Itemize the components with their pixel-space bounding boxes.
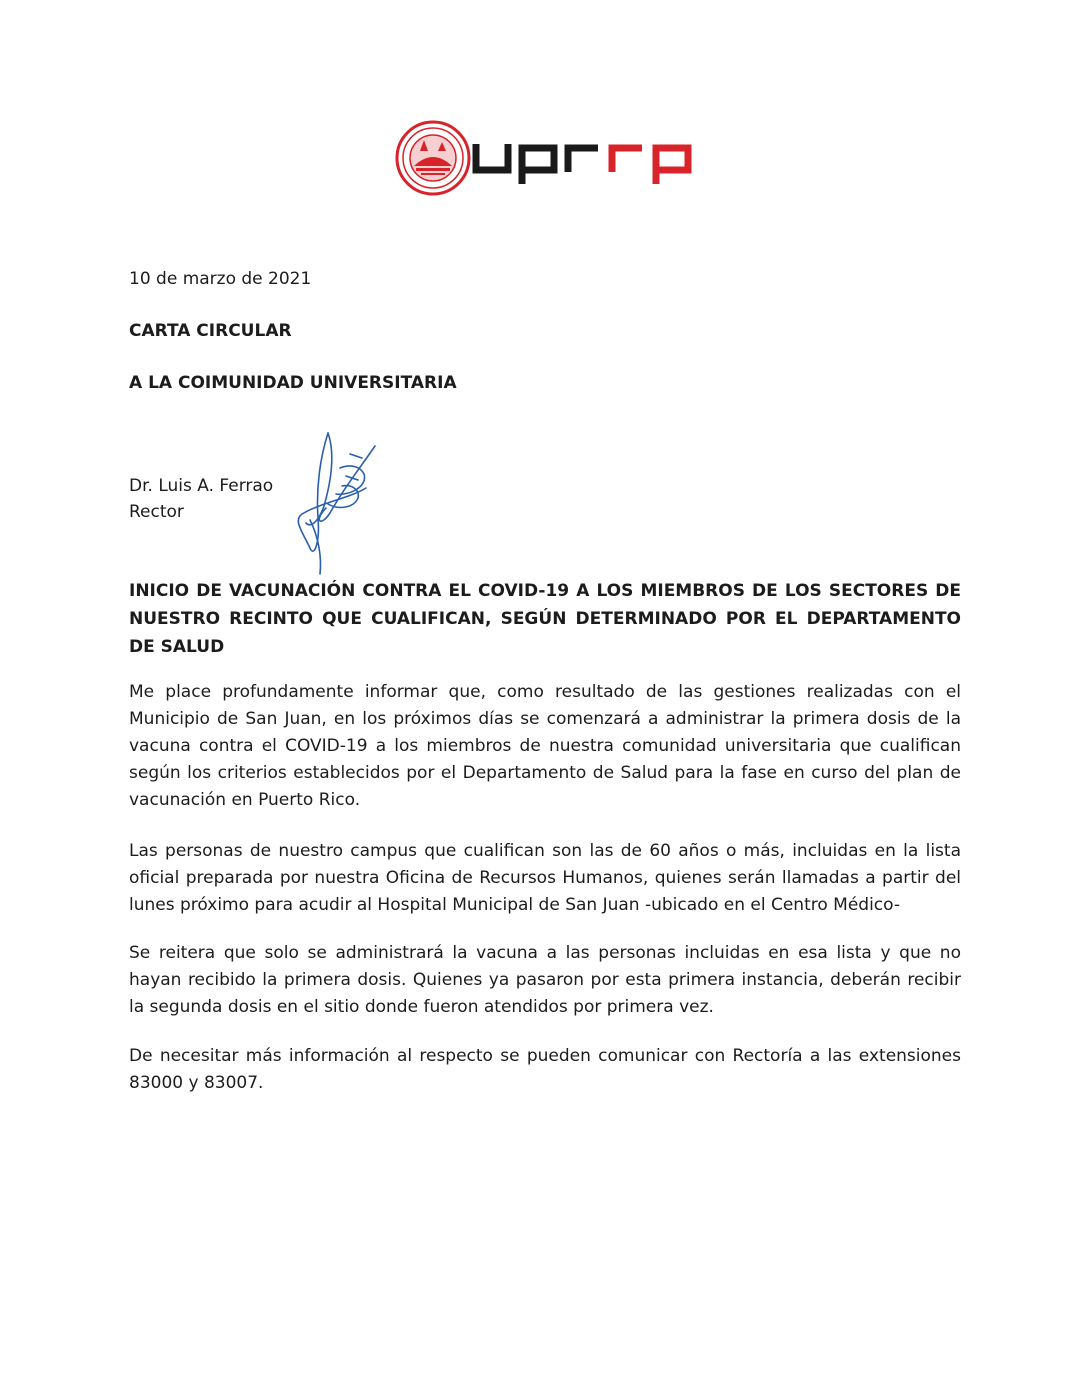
- university-seal-icon: [397, 122, 469, 194]
- body-paragraph-3: Se reitera que solo se administrará la vacuna a las personas incluidas en esa lista y que no hayan recibido la primera dosis. Quienes ya pasaron por esta primera instancia, deberán recibir la segunda dosis en el sitio donde fueron atendidos por primera vez.: [129, 943, 961, 1017]
- document-type: CARTA CIRCULAR: [129, 321, 292, 341]
- uprrp-logo: [394, 118, 704, 198]
- author-name: Dr. Luis A. Ferrao: [129, 476, 274, 496]
- letter-subject: INICIO DE VACUNACIÓN CONTRA EL COVID-19 A LOS MIEMBROS DE LOS SECTORES DE NUESTRO RECINTO QUE CUALIFICAN, SEGÚN DETERMINADO POR EL DEPARTAMENTO DE SALUD: [129, 581, 961, 657]
- body-paragraph-2: Las personas de nuestro campus que cualifican son las de 60 años o más, incluidas en la lista oficial preparada por nuestra Oficina de Recursos Humanos, quienes serán llamadas a partir del lunes próximo para acudir al Hospital Municipal de San Juan -ubicado en el Centro Médico-: [129, 841, 961, 915]
- signature: [280, 428, 390, 578]
- body-paragraph-4: De necesitar más información al respecto se pueden comunicar con Rectoría a las extensiones 83000 y 83007.: [129, 1046, 961, 1093]
- author-block: [129, 473, 961, 525]
- uprrp-wordmark: [476, 144, 688, 184]
- author-title: Rector: [129, 502, 184, 522]
- letter-date: 10 de marzo de 2021: [129, 269, 312, 289]
- recipient: A LA COIMUNIDAD UNIVERSITARIA: [129, 373, 457, 393]
- body-paragraph-1: Me place profundamente informar que, como resultado de las gestiones realizadas con el Municipio de San Juan, en los próximos días se comenzará a administrar la primera dosis de la vacuna contra el COVID-19 a los miembros de nuestra comunidad universitaria que cualifican según los criterios establecidos por el Departamento de Salud para la fase en curso del plan de vacunación en Puerto Rico.: [129, 682, 961, 810]
